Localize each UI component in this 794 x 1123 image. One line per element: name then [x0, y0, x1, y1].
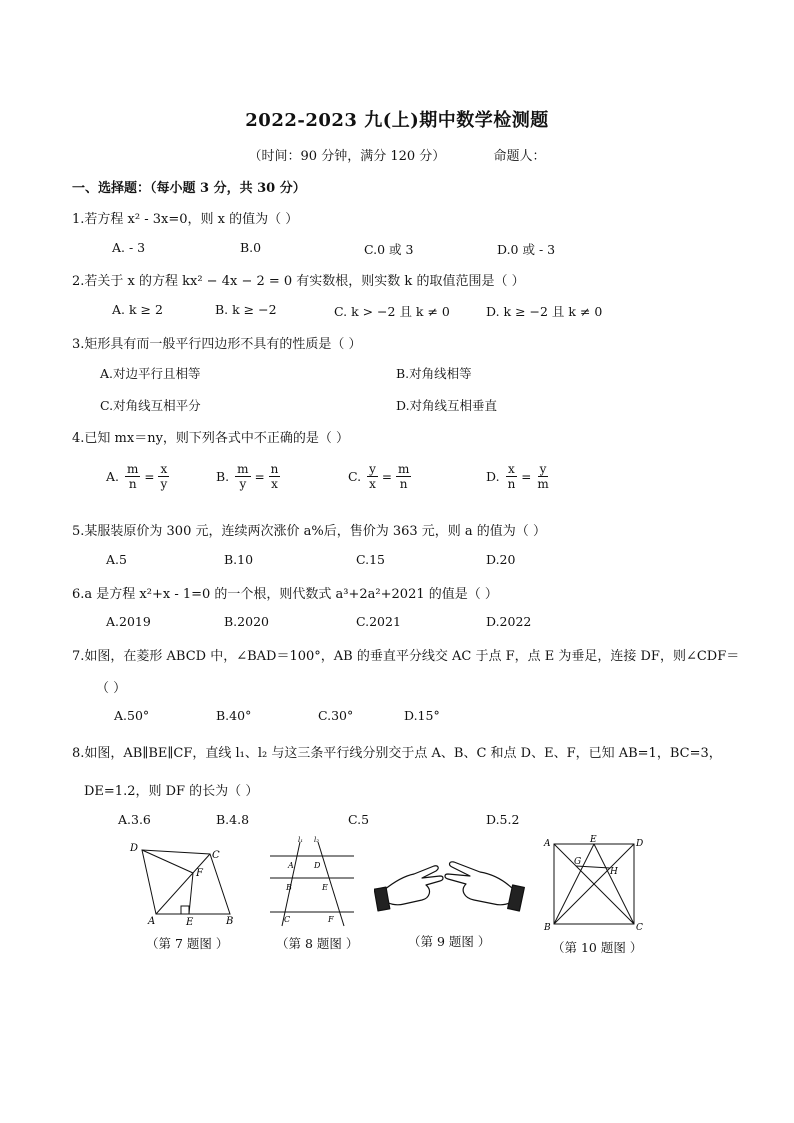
diagonal-ac [156, 854, 210, 914]
question-3-stem: 3.矩形具有而一般平行四边形不具有的性质是（ ） [72, 337, 362, 352]
question-5-option-d: D.20 [486, 552, 516, 567]
left-hand-icon [384, 866, 443, 905]
right-angle-mark [181, 906, 189, 914]
point-label-a: A [544, 839, 551, 849]
figure-7-caption: （第 7 题图 ） [146, 936, 229, 951]
point-label-b: B [226, 916, 234, 927]
question-6-stem: 6.a 是方程 x²+x - 1=0 的一个根，则代数式 a³+2a²+2021 的值是（ ） [72, 587, 498, 602]
denominator: x [271, 477, 278, 491]
fraction-right [158, 462, 169, 491]
point-label-b: B [286, 883, 292, 892]
exam-info [0, 145, 794, 164]
denominator: y [239, 477, 247, 491]
option-label: D. [486, 469, 500, 484]
question-8-option-a: A.3.6 [118, 812, 151, 827]
time-info: （时间：90 分钟，满分 120 分） [248, 149, 446, 164]
question-8-option-d: D.5.2 [486, 812, 520, 827]
option-label: C. [348, 469, 362, 484]
question-6-option-b: B.2020 [224, 614, 269, 629]
section-heading: 一、选择题：（每小题 3 分，共 30 分） [72, 181, 306, 196]
numerator: x [508, 462, 515, 476]
question-3-option-a: A.对边平行且相等 [100, 366, 201, 381]
fraction-right [269, 462, 281, 491]
fraction-right [396, 462, 411, 491]
question-4-option-d [486, 462, 553, 491]
question-6-option-c: C.2021 [356, 614, 401, 629]
denominator: m [537, 477, 549, 491]
point-label-d: D [314, 861, 321, 870]
question-5-stem: 5.某服装原价为 300 元，连续两次涨价 a%后，售价为 363 元，则 a 的值为（ ） [72, 524, 546, 539]
point-label-e: E [322, 883, 328, 892]
question-3-option-c: C.对角线互相平分 [100, 398, 201, 413]
question-1-option-b: B.0 [240, 240, 262, 255]
figure-10-square [540, 834, 644, 934]
question-7-answer-paren: （ ） [96, 681, 127, 696]
point-label-a: A [148, 916, 156, 927]
point-label-d: D [636, 839, 644, 849]
denominator: x [369, 477, 376, 491]
equals-sign: = [381, 469, 392, 484]
figure-8-caption: （第 8 题图 ） [276, 936, 359, 951]
point-label-c: C [636, 923, 643, 933]
numerator: y [539, 462, 547, 476]
question-7-stem: 7.如图，在菱形 ABCD 中，∠BAD＝100°，AB 的垂直平分线交 AC 于点 F，点 E 为垂足，连接 DF，则∠CDF＝ [72, 649, 740, 664]
question-4-stem: 4.已知 mx＝ny，则下列各式中不正确的是（ ） [72, 431, 350, 446]
question-5-option-c: C.15 [356, 552, 385, 567]
denominator: y [160, 477, 168, 491]
fraction-left [367, 462, 378, 491]
line-label-l2: l₂ [314, 836, 320, 844]
figure-7-rhombus [126, 838, 246, 928]
numerator: x [160, 462, 168, 476]
question-6-option-d: D.2022 [486, 614, 532, 629]
question-3-option-b: B.对角线相等 [396, 366, 472, 381]
figure-10-caption: （第 10 题图 ） [552, 940, 643, 955]
question-2-option-c: C. k > −2 且 k ≠ 0 [334, 304, 450, 319]
numerator: n [270, 462, 279, 476]
denominator: n [128, 477, 137, 491]
fraction-left [235, 462, 250, 491]
segment-df [142, 850, 193, 873]
question-3-option-d: D.对角线互相垂直 [396, 398, 498, 413]
denominator: n [507, 477, 516, 491]
fraction-left [125, 462, 140, 491]
question-7-option-c: C.30° [318, 708, 354, 723]
question-8-option-b: B.4.8 [216, 812, 250, 827]
question-2-option-d: D. k ≥ −2 且 k ≠ 0 [486, 304, 603, 319]
page-title: 2022-2023 九(上)期中数学检测题 [245, 110, 549, 131]
question-7-option-b: B.40° [216, 708, 252, 723]
question-7-option-a: A.50° [114, 708, 150, 723]
denominator: n [399, 477, 408, 491]
point-label-d: D [130, 843, 139, 854]
numerator: y [369, 462, 376, 476]
question-7-option-d: D.15° [404, 708, 440, 723]
equals-sign: = [521, 469, 532, 484]
segment-eb [554, 844, 594, 924]
question-2-option-a: A. k ≥ 2 [112, 302, 163, 317]
question-4-option-b [216, 462, 282, 491]
question-1-option-c: C.0 或 3 [364, 242, 414, 257]
point-label-c: C [284, 915, 291, 924]
question-1-option-a: A. - 3 [112, 240, 146, 255]
question-8-option-c: C.5 [348, 812, 370, 827]
point-label-e: E [590, 835, 597, 845]
numerator: m [127, 462, 139, 476]
numerator: m [237, 462, 249, 476]
point-label-a: A [288, 861, 294, 870]
figure-8-parallel-lines [264, 834, 360, 930]
question-8-stem: 8.如图，AB∥BE∥CF，直线 l₁、l₂ 与这三条平行线分别交于点 A、B、C 和点 D、E、F，已知 AB=1，BC=3， [72, 746, 722, 761]
question-4-option-a [106, 462, 171, 491]
question-6-option-a: A.2019 [106, 614, 151, 629]
point-label-f: F [328, 915, 334, 924]
equals-sign: = [254, 469, 265, 484]
question-5-option-a: A.5 [106, 552, 127, 567]
option-label: B. [216, 469, 230, 484]
point-label-e: E [186, 917, 194, 928]
option-label: A. [106, 469, 120, 484]
segment-fe [189, 873, 193, 914]
point-label-h: H [610, 867, 618, 877]
line-label-l1: l₁ [298, 836, 304, 844]
figure-9-hands-illustration [374, 846, 526, 922]
segment-ec [594, 844, 634, 924]
question-2-option-b: B. k ≥ −2 [215, 302, 277, 317]
point-label-f: F [196, 868, 203, 879]
question-1-option-d: D.0 或 - 3 [497, 242, 556, 257]
point-label-b: B [544, 923, 551, 933]
point-label-g: G [574, 857, 582, 867]
question-2-stem: 2.若关于 x 的方程 kx² − 4x − 2 = 0 有实数根，则实数 k 的取值范围是（ ） [72, 274, 525, 289]
question-5-option-b: B.10 [224, 552, 254, 567]
question-8-stem-continued: DE=1.2，则 DF 的长为（ ） [84, 784, 259, 799]
fraction-right [535, 462, 550, 491]
figure-9-caption: （第 9 题图 ） [408, 934, 491, 949]
point-label-c: C [212, 850, 220, 861]
question-1-stem: 1.若方程 x² - 3x=0，则 x 的值为（ ） [72, 212, 299, 227]
numerator: m [397, 462, 410, 476]
author-label: 命题人： [493, 149, 546, 164]
equals-sign: = [144, 469, 155, 484]
question-4-option-c [348, 462, 413, 491]
right-hand-icon [445, 862, 514, 905]
fraction-left [506, 462, 518, 491]
